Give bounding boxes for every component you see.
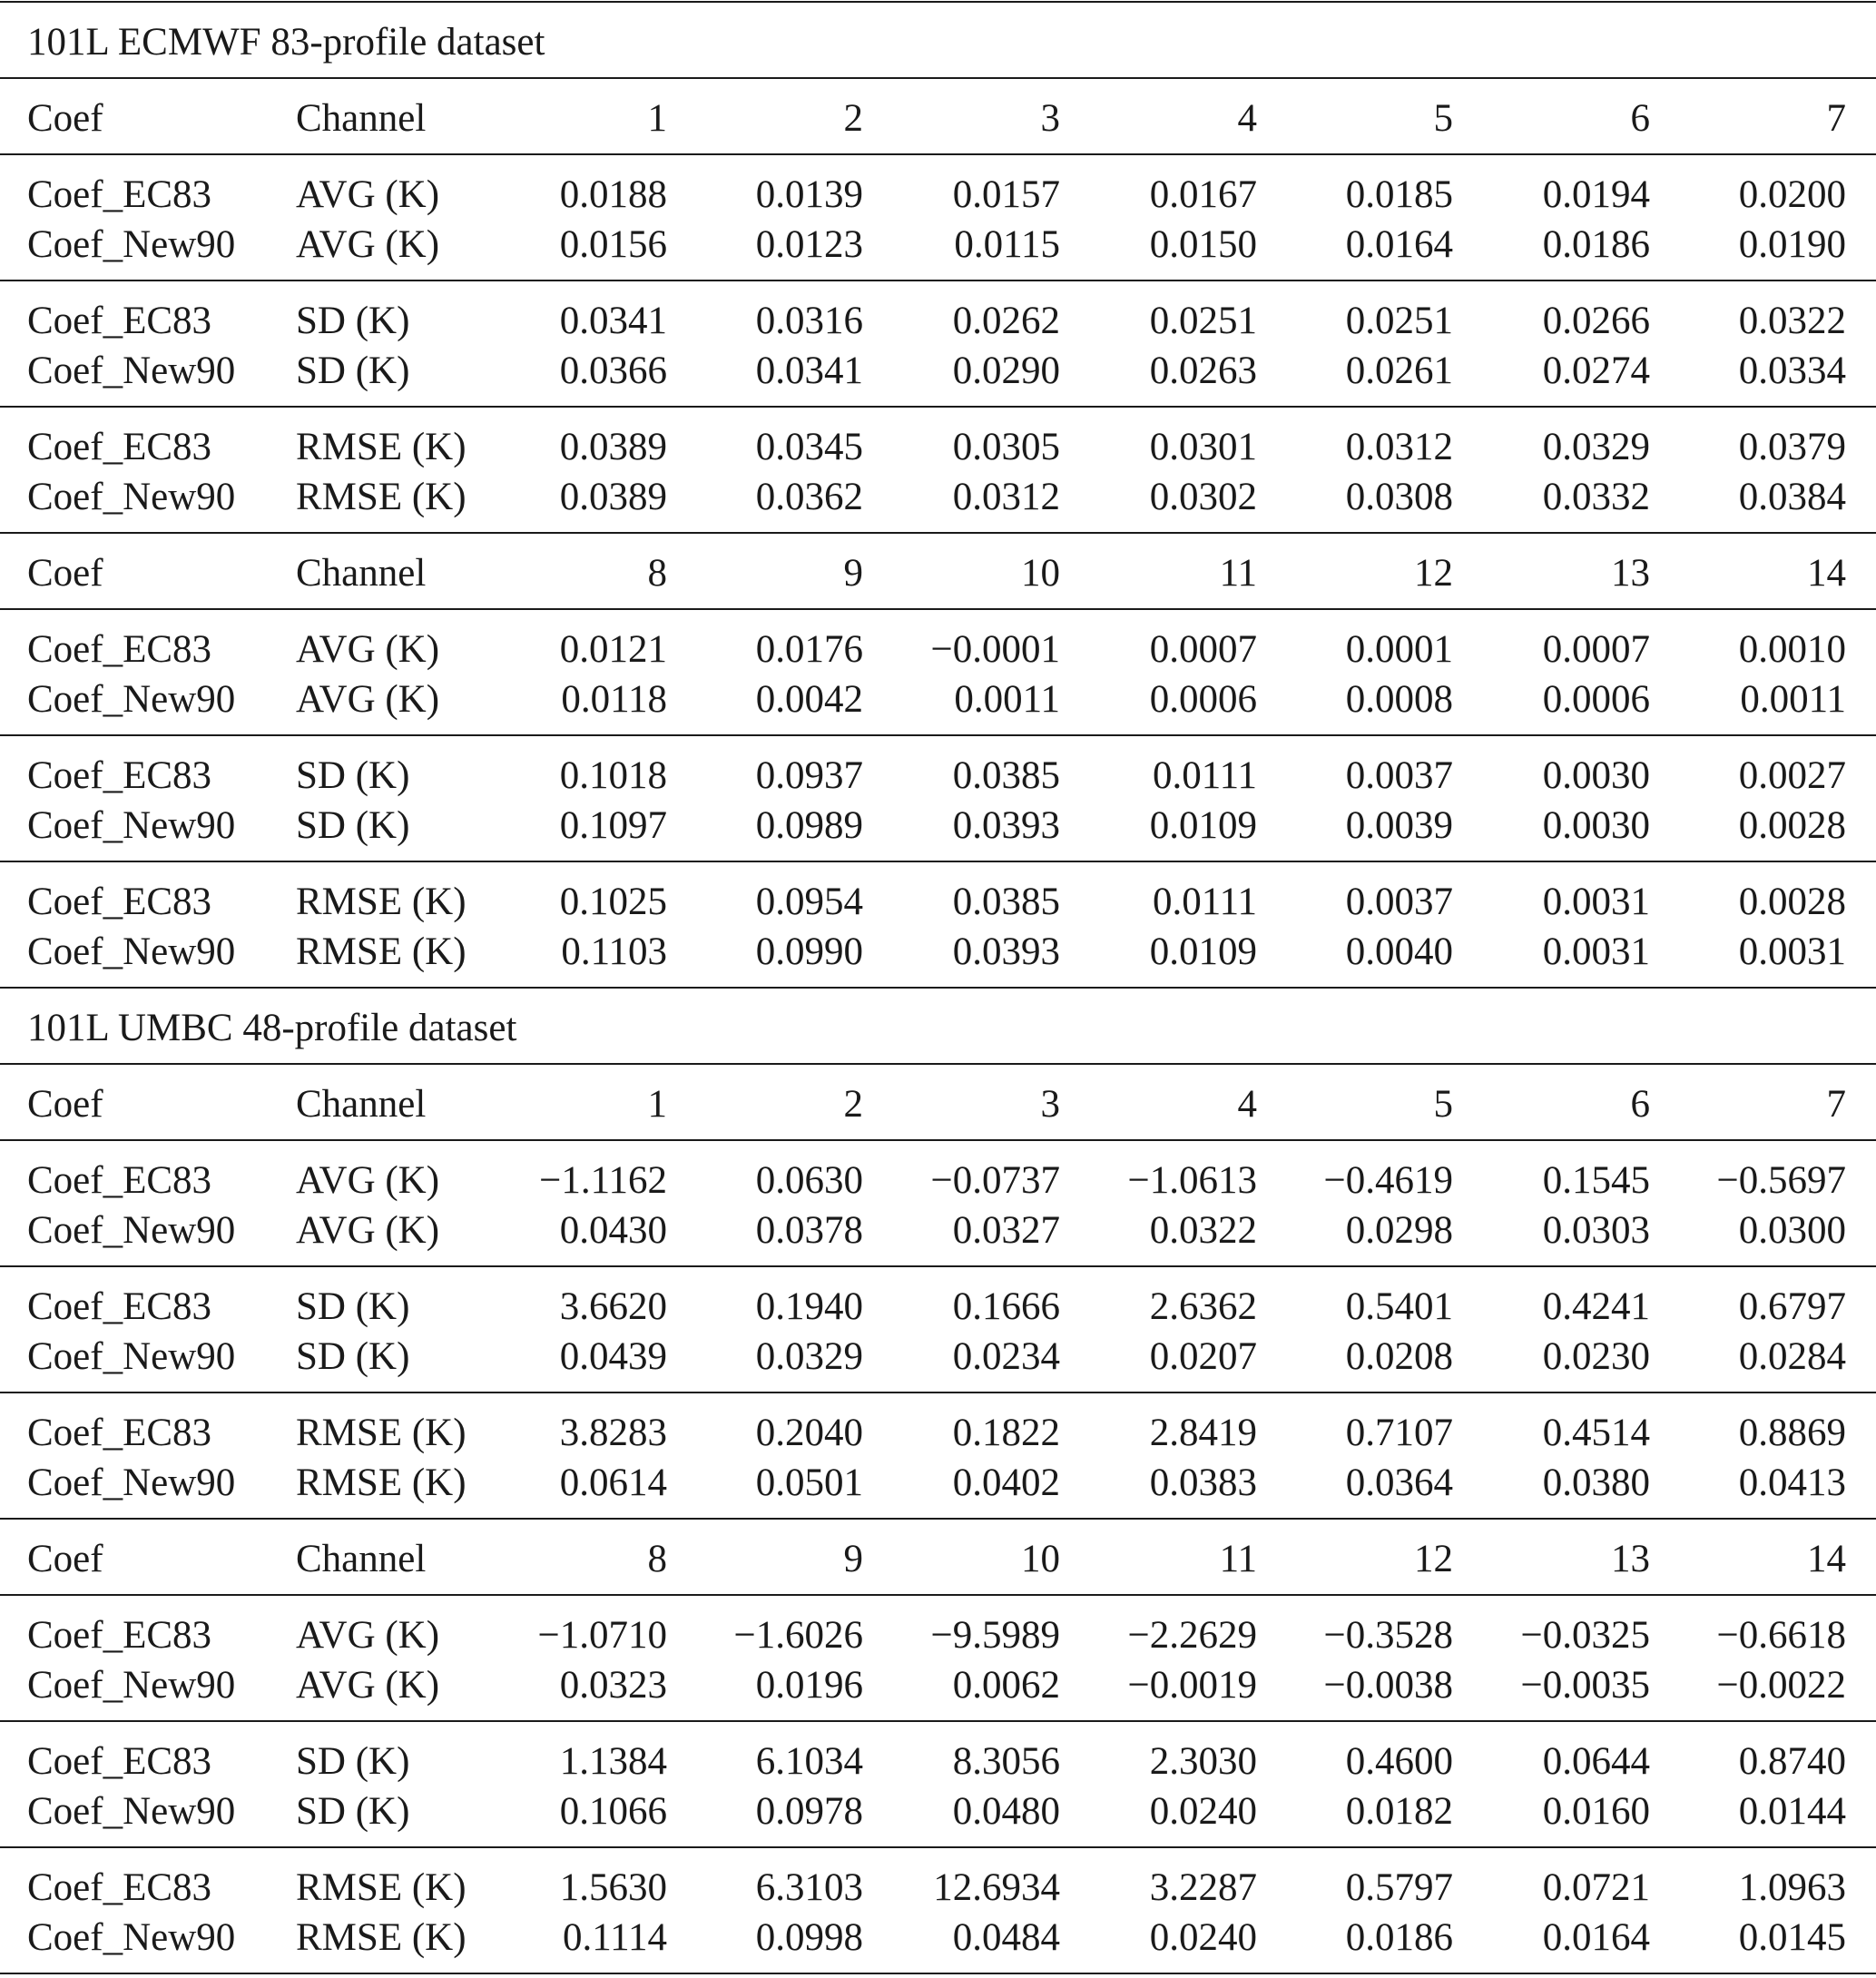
value-cell: 0.0364 bbox=[1345, 1461, 1453, 1504]
value-cell: 0.0329 bbox=[1542, 426, 1650, 468]
value-cell: 0.1114 bbox=[562, 1916, 667, 1959]
metric-label: AVG (K) bbox=[296, 1664, 440, 1707]
header-channel-number: 11 bbox=[1219, 552, 1257, 595]
value-cell: −1.0613 bbox=[1127, 1159, 1257, 1202]
header-channel-number: 8 bbox=[647, 1538, 667, 1580]
value-cell: 0.0031 bbox=[1738, 930, 1846, 973]
value-cell: 0.1940 bbox=[755, 1285, 863, 1328]
value-cell: 0.0234 bbox=[952, 1335, 1060, 1378]
value-cell: 0.0156 bbox=[559, 223, 667, 266]
header-channel-number: 14 bbox=[1807, 552, 1846, 595]
value-cell: 0.0194 bbox=[1542, 173, 1650, 216]
header-channel-number: 5 bbox=[1433, 1083, 1453, 1126]
metric-label: AVG (K) bbox=[296, 1614, 440, 1657]
value-cell: 0.0262 bbox=[952, 300, 1060, 342]
value-cell: 0.0164 bbox=[1542, 1916, 1650, 1959]
value-cell: 0.0176 bbox=[755, 628, 863, 671]
value-cell: 0.0240 bbox=[1149, 1790, 1257, 1833]
value-cell: −0.0038 bbox=[1323, 1664, 1453, 1707]
header-channel: Channel bbox=[296, 97, 427, 140]
value-cell: 0.0037 bbox=[1345, 881, 1453, 923]
header-channel-number: 3 bbox=[1040, 1083, 1060, 1126]
value-cell: 0.1545 bbox=[1542, 1159, 1650, 1202]
value-cell: 0.0190 bbox=[1738, 223, 1846, 266]
metric-label: AVG (K) bbox=[296, 1209, 440, 1252]
metric-label: SD (K) bbox=[296, 1790, 410, 1833]
value-cell: −0.3528 bbox=[1323, 1614, 1453, 1657]
value-cell: 0.0439 bbox=[559, 1335, 667, 1378]
coef-name: Coef_EC83 bbox=[27, 1159, 212, 1202]
metric-label: RMSE (K) bbox=[296, 1461, 467, 1504]
value-cell: −0.0325 bbox=[1520, 1614, 1650, 1657]
value-cell: 0.0298 bbox=[1345, 1209, 1453, 1252]
value-cell: 0.0393 bbox=[952, 804, 1060, 847]
coef-name: Coef_New90 bbox=[27, 1790, 236, 1833]
value-cell: 0.0978 bbox=[755, 1790, 863, 1833]
group-rule bbox=[0, 1518, 1876, 1520]
value-cell: 0.0144 bbox=[1738, 1790, 1846, 1833]
value-cell: 0.0121 bbox=[559, 628, 667, 671]
value-cell: 0.0630 bbox=[755, 1159, 863, 1202]
value-cell: 0.0480 bbox=[952, 1790, 1060, 1833]
value-cell: 0.0040 bbox=[1345, 930, 1453, 973]
value-cell: 0.0721 bbox=[1542, 1866, 1650, 1909]
value-cell: 3.2287 bbox=[1149, 1866, 1257, 1909]
value-cell: 0.0274 bbox=[1542, 349, 1650, 392]
value-cell: 1.1384 bbox=[559, 1740, 667, 1783]
metric-label: RMSE (K) bbox=[296, 476, 467, 518]
coef-name: Coef_EC83 bbox=[27, 1740, 212, 1783]
value-cell: 0.0385 bbox=[952, 881, 1060, 923]
header-channel-number: 10 bbox=[1021, 552, 1060, 595]
value-cell: 0.0501 bbox=[755, 1461, 863, 1504]
value-cell: −0.5697 bbox=[1716, 1159, 1846, 1202]
value-cell: 0.0240 bbox=[1149, 1916, 1257, 1959]
value-cell: 0.0139 bbox=[755, 173, 863, 216]
header-rule bbox=[0, 1594, 1876, 1596]
header-coef: Coef bbox=[27, 1538, 103, 1580]
header-channel-number: 7 bbox=[1826, 97, 1846, 140]
value-cell: 0.0334 bbox=[1738, 349, 1846, 392]
value-cell: 0.0302 bbox=[1149, 476, 1257, 518]
value-cell: 0.0010 bbox=[1738, 628, 1846, 671]
coef-name: Coef_New90 bbox=[27, 1461, 236, 1504]
value-cell: 0.0196 bbox=[755, 1664, 863, 1707]
header-channel-number: 11 bbox=[1219, 1538, 1257, 1580]
group-rule bbox=[0, 280, 1876, 281]
section-title: 101L UMBC 48-profile dataset bbox=[27, 1007, 517, 1049]
metric-label: SD (K) bbox=[296, 1335, 410, 1378]
coef-name: Coef_EC83 bbox=[27, 1866, 212, 1909]
value-cell: 0.1103 bbox=[561, 930, 667, 973]
metric-label: SD (K) bbox=[296, 300, 410, 342]
value-cell: 0.0062 bbox=[952, 1664, 1060, 1707]
value-cell: 0.1822 bbox=[952, 1412, 1060, 1454]
coef-name: Coef_New90 bbox=[27, 349, 236, 392]
value-cell: 0.0027 bbox=[1738, 754, 1846, 797]
value-cell: 3.6620 bbox=[559, 1285, 667, 1328]
value-cell: 0.0385 bbox=[952, 754, 1060, 797]
header-channel-number: 9 bbox=[843, 1538, 863, 1580]
group-rule bbox=[0, 532, 1876, 534]
coef-name: Coef_New90 bbox=[27, 476, 236, 518]
header-coef: Coef bbox=[27, 552, 103, 595]
value-cell: 0.0109 bbox=[1149, 804, 1257, 847]
value-cell: 0.0006 bbox=[1149, 678, 1257, 721]
value-cell: 0.0109 bbox=[1149, 930, 1257, 973]
coef-name: Coef_New90 bbox=[27, 930, 236, 973]
value-cell: −0.0019 bbox=[1127, 1664, 1257, 1707]
header-rule bbox=[0, 1139, 1876, 1141]
value-cell: 0.4514 bbox=[1542, 1412, 1650, 1454]
header-channel-number: 10 bbox=[1021, 1538, 1060, 1580]
value-cell: 0.0484 bbox=[952, 1916, 1060, 1959]
metric-label: SD (K) bbox=[296, 804, 410, 847]
value-cell: 0.0300 bbox=[1738, 1209, 1846, 1252]
value-cell: 0.0263 bbox=[1149, 349, 1257, 392]
coef-name: Coef_New90 bbox=[27, 223, 236, 266]
value-cell: 0.0389 bbox=[559, 476, 667, 518]
value-cell: −0.0001 bbox=[930, 628, 1060, 671]
value-cell: 0.0011 bbox=[954, 678, 1060, 721]
coef-name: Coef_New90 bbox=[27, 1916, 236, 1959]
value-cell: 0.0031 bbox=[1542, 881, 1650, 923]
value-cell: 0.0614 bbox=[559, 1461, 667, 1504]
value-cell: 0.0362 bbox=[755, 476, 863, 518]
value-cell: 0.0115 bbox=[954, 223, 1060, 266]
value-cell: 0.0954 bbox=[755, 881, 863, 923]
value-cell: 0.0332 bbox=[1542, 476, 1650, 518]
value-cell: 0.0389 bbox=[559, 426, 667, 468]
value-cell: 1.0963 bbox=[1738, 1866, 1846, 1909]
value-cell: 0.0998 bbox=[755, 1916, 863, 1959]
group-rule bbox=[0, 734, 1876, 736]
header-channel-number: 6 bbox=[1630, 1083, 1650, 1126]
metric-label: RMSE (K) bbox=[296, 930, 467, 973]
value-cell: −9.5989 bbox=[930, 1614, 1060, 1657]
value-cell: 0.0150 bbox=[1149, 223, 1257, 266]
metric-label: RMSE (K) bbox=[296, 881, 467, 923]
value-cell: 0.0230 bbox=[1542, 1335, 1650, 1378]
metric-label: AVG (K) bbox=[296, 173, 440, 216]
value-cell: 0.0001 bbox=[1345, 628, 1453, 671]
metric-label: AVG (K) bbox=[296, 1159, 440, 1202]
value-cell: 0.0208 bbox=[1345, 1335, 1453, 1378]
header-channel: Channel bbox=[296, 552, 427, 595]
value-cell: 0.0186 bbox=[1542, 223, 1650, 266]
header-channel-number: 13 bbox=[1611, 1538, 1650, 1580]
header-channel-number: 12 bbox=[1414, 552, 1453, 595]
coef-name: Coef_EC83 bbox=[27, 1614, 212, 1657]
metric-label: AVG (K) bbox=[296, 678, 440, 721]
value-cell: 6.3103 bbox=[755, 1866, 863, 1909]
section-title: 101L ECMWF 83-profile dataset bbox=[27, 21, 545, 64]
value-cell: −0.0035 bbox=[1520, 1664, 1650, 1707]
value-cell: 0.0413 bbox=[1738, 1461, 1846, 1504]
value-cell: −1.6026 bbox=[733, 1614, 863, 1657]
header-rule bbox=[0, 608, 1876, 610]
value-cell: 0.0393 bbox=[952, 930, 1060, 973]
coef-name: Coef_New90 bbox=[27, 1664, 236, 1707]
value-cell: 0.0322 bbox=[1149, 1209, 1257, 1252]
header-channel: Channel bbox=[296, 1083, 427, 1126]
header-channel-number: 14 bbox=[1807, 1538, 1846, 1580]
value-cell: 0.0312 bbox=[952, 476, 1060, 518]
value-cell: 0.0345 bbox=[755, 426, 863, 468]
value-cell: 0.1666 bbox=[952, 1285, 1060, 1328]
group-rule bbox=[0, 1973, 1876, 1974]
value-cell: 0.0402 bbox=[952, 1461, 1060, 1504]
value-cell: 0.0167 bbox=[1149, 173, 1257, 216]
value-cell: 3.8283 bbox=[559, 1412, 667, 1454]
value-cell: 0.0308 bbox=[1345, 476, 1453, 518]
value-cell: 0.1097 bbox=[559, 804, 667, 847]
coef-name: Coef_New90 bbox=[27, 678, 236, 721]
header-channel-number: 6 bbox=[1630, 97, 1650, 140]
metric-label: AVG (K) bbox=[296, 628, 440, 671]
value-cell: 0.0200 bbox=[1738, 173, 1846, 216]
header-channel-number: 4 bbox=[1237, 1083, 1257, 1126]
value-cell: 0.0157 bbox=[952, 173, 1060, 216]
value-cell: 0.0937 bbox=[755, 754, 863, 797]
value-cell: 0.0316 bbox=[755, 300, 863, 342]
value-cell: −0.0737 bbox=[930, 1159, 1060, 1202]
value-cell: 2.6362 bbox=[1149, 1285, 1257, 1328]
value-cell: 0.0312 bbox=[1345, 426, 1453, 468]
value-cell: 0.0261 bbox=[1345, 349, 1453, 392]
value-cell: 0.0007 bbox=[1149, 628, 1257, 671]
metric-label: RMSE (K) bbox=[296, 1866, 467, 1909]
value-cell: −0.6618 bbox=[1716, 1614, 1846, 1657]
value-cell: 0.0031 bbox=[1542, 930, 1650, 973]
value-cell: 0.0379 bbox=[1738, 426, 1846, 468]
value-cell: 0.0384 bbox=[1738, 476, 1846, 518]
header-channel-number: 5 bbox=[1433, 97, 1453, 140]
value-cell: 0.0323 bbox=[559, 1664, 667, 1707]
value-cell: 0.2040 bbox=[755, 1412, 863, 1454]
header-channel-number: 2 bbox=[843, 1083, 863, 1126]
value-cell: 6.1034 bbox=[755, 1740, 863, 1783]
value-cell: 0.0186 bbox=[1345, 1916, 1453, 1959]
value-cell: 0.0989 bbox=[755, 804, 863, 847]
header-channel-number: 2 bbox=[843, 97, 863, 140]
value-cell: 0.1018 bbox=[559, 754, 667, 797]
value-cell: 0.0251 bbox=[1149, 300, 1257, 342]
value-cell: 0.4600 bbox=[1345, 1740, 1453, 1783]
value-cell: 0.0164 bbox=[1345, 223, 1453, 266]
value-cell: 0.0006 bbox=[1542, 678, 1650, 721]
value-cell: 0.0305 bbox=[952, 426, 1060, 468]
value-cell: 0.0111 bbox=[1152, 881, 1257, 923]
value-cell: 0.0008 bbox=[1345, 678, 1453, 721]
value-cell: 0.0030 bbox=[1542, 754, 1650, 797]
header-channel-number: 4 bbox=[1237, 97, 1257, 140]
group-rule bbox=[0, 1265, 1876, 1267]
metric-label: SD (K) bbox=[296, 1285, 410, 1328]
value-cell: 0.0322 bbox=[1738, 300, 1846, 342]
metric-label: SD (K) bbox=[296, 1740, 410, 1783]
header-coef: Coef bbox=[27, 1083, 103, 1126]
value-cell: 0.1066 bbox=[559, 1790, 667, 1833]
header-channel-number: 1 bbox=[647, 97, 667, 140]
value-cell: 0.0145 bbox=[1738, 1916, 1846, 1959]
section-title-rule bbox=[0, 77, 1876, 79]
value-cell: 0.0007 bbox=[1542, 628, 1650, 671]
value-cell: 0.0378 bbox=[755, 1209, 863, 1252]
value-cell: −2.2629 bbox=[1127, 1614, 1257, 1657]
value-cell: 0.0301 bbox=[1149, 426, 1257, 468]
header-channel-number: 12 bbox=[1414, 1538, 1453, 1580]
group-rule bbox=[0, 1392, 1876, 1393]
top-rule bbox=[0, 1, 1876, 3]
coef-name: Coef_EC83 bbox=[27, 300, 212, 342]
coef-name: Coef_EC83 bbox=[27, 1285, 212, 1328]
value-cell: 0.0185 bbox=[1345, 173, 1453, 216]
value-cell: 0.0011 bbox=[1740, 678, 1846, 721]
group-rule bbox=[0, 861, 1876, 862]
value-cell: 0.0290 bbox=[952, 349, 1060, 392]
value-cell: 0.6797 bbox=[1738, 1285, 1846, 1328]
value-cell: 0.8740 bbox=[1738, 1740, 1846, 1783]
metric-label: RMSE (K) bbox=[296, 1916, 467, 1959]
value-cell: 0.0266 bbox=[1542, 300, 1650, 342]
header-coef: Coef bbox=[27, 97, 103, 140]
value-cell: 0.0188 bbox=[559, 173, 667, 216]
value-cell: 0.5401 bbox=[1345, 1285, 1453, 1328]
metric-label: SD (K) bbox=[296, 754, 410, 797]
header-rule bbox=[0, 153, 1876, 155]
value-cell: 0.0030 bbox=[1542, 804, 1650, 847]
metric-label: RMSE (K) bbox=[296, 1412, 467, 1454]
value-cell: 12.6934 bbox=[933, 1866, 1060, 1909]
value-cell: 0.0430 bbox=[559, 1209, 667, 1252]
value-cell: 0.0990 bbox=[755, 930, 863, 973]
value-cell: 0.0042 bbox=[755, 678, 863, 721]
coef-name: Coef_EC83 bbox=[27, 426, 212, 468]
header-channel: Channel bbox=[296, 1538, 427, 1580]
value-cell: 0.0644 bbox=[1542, 1740, 1650, 1783]
header-channel-number: 7 bbox=[1826, 1083, 1846, 1126]
value-cell: 0.0366 bbox=[559, 349, 667, 392]
metric-label: SD (K) bbox=[296, 349, 410, 392]
header-channel-number: 9 bbox=[843, 552, 863, 595]
value-cell: 0.7107 bbox=[1345, 1412, 1453, 1454]
coef-name: Coef_EC83 bbox=[27, 754, 212, 797]
value-cell: 0.0380 bbox=[1542, 1461, 1650, 1504]
value-cell: −0.4619 bbox=[1323, 1159, 1453, 1202]
value-cell: 0.1025 bbox=[559, 881, 667, 923]
value-cell: 0.5797 bbox=[1345, 1866, 1453, 1909]
value-cell: 0.0383 bbox=[1149, 1461, 1257, 1504]
header-channel-number: 13 bbox=[1611, 552, 1650, 595]
value-cell: 0.0028 bbox=[1738, 881, 1846, 923]
group-rule bbox=[0, 1720, 1876, 1722]
value-cell: 0.0037 bbox=[1345, 754, 1453, 797]
value-cell: −0.0022 bbox=[1716, 1664, 1846, 1707]
value-cell: 0.0160 bbox=[1542, 1790, 1650, 1833]
metric-label: AVG (K) bbox=[296, 223, 440, 266]
value-cell: 0.0123 bbox=[755, 223, 863, 266]
header-channel-number: 8 bbox=[647, 552, 667, 595]
coef-name: Coef_New90 bbox=[27, 1209, 236, 1252]
coef-name: Coef_EC83 bbox=[27, 881, 212, 923]
coef-name: Coef_New90 bbox=[27, 1335, 236, 1378]
coef-name: Coef_EC83 bbox=[27, 173, 212, 216]
metric-label: RMSE (K) bbox=[296, 426, 467, 468]
group-rule bbox=[0, 406, 1876, 408]
value-cell: 0.0111 bbox=[1152, 754, 1257, 797]
value-cell: 0.0028 bbox=[1738, 804, 1846, 847]
coef-name: Coef_New90 bbox=[27, 804, 236, 847]
value-cell: 0.0251 bbox=[1345, 300, 1453, 342]
group-rule bbox=[0, 1846, 1876, 1848]
value-cell: 1.5630 bbox=[559, 1866, 667, 1909]
coef-name: Coef_EC83 bbox=[27, 628, 212, 671]
value-cell: 0.0327 bbox=[952, 1209, 1060, 1252]
value-cell: 2.8419 bbox=[1149, 1412, 1257, 1454]
value-cell: 0.0039 bbox=[1345, 804, 1453, 847]
value-cell: 0.0341 bbox=[755, 349, 863, 392]
value-cell: 0.0303 bbox=[1542, 1209, 1650, 1252]
value-cell: −1.1162 bbox=[539, 1159, 667, 1202]
value-cell: 0.0341 bbox=[559, 300, 667, 342]
group-rule bbox=[0, 987, 1876, 989]
header-channel-number: 1 bbox=[647, 1083, 667, 1126]
value-cell: 2.3030 bbox=[1149, 1740, 1257, 1783]
value-cell: 0.0182 bbox=[1345, 1790, 1453, 1833]
section-title-rule bbox=[0, 1063, 1876, 1065]
value-cell: 0.0118 bbox=[561, 678, 667, 721]
value-cell: 0.4241 bbox=[1542, 1285, 1650, 1328]
value-cell: 0.0207 bbox=[1149, 1335, 1257, 1378]
value-cell: −1.0710 bbox=[537, 1614, 667, 1657]
value-cell: 8.3056 bbox=[952, 1740, 1060, 1783]
header-channel-number: 3 bbox=[1040, 97, 1060, 140]
value-cell: 0.0284 bbox=[1738, 1335, 1846, 1378]
value-cell: 0.0329 bbox=[755, 1335, 863, 1378]
coef-name: Coef_EC83 bbox=[27, 1412, 212, 1454]
value-cell: 0.8869 bbox=[1738, 1412, 1846, 1454]
